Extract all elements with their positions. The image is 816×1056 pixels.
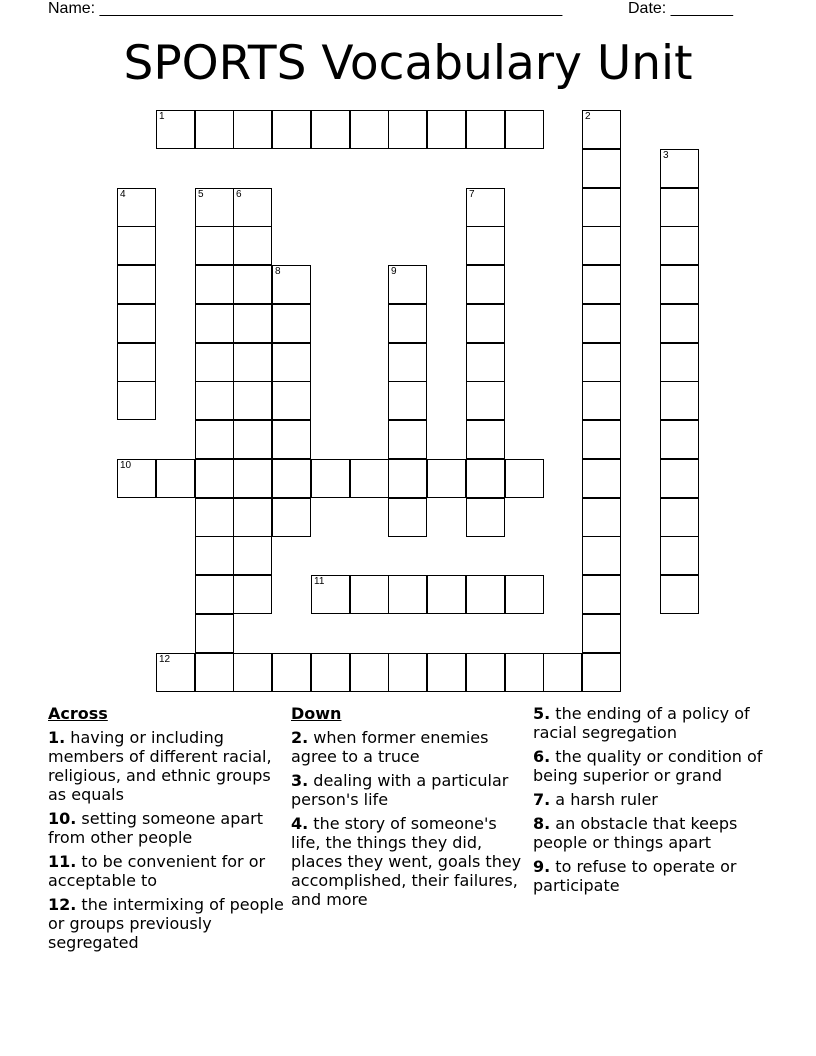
grid-cell[interactable] — [117, 265, 156, 304]
clue-number: 10 — [120, 460, 132, 471]
grid-cell[interactable] — [195, 498, 234, 537]
clue-text: a harsh ruler — [550, 790, 658, 809]
grid-cell[interactable] — [195, 459, 234, 498]
clue-number: 12 — [159, 654, 171, 665]
grid-cell[interactable] — [582, 343, 621, 382]
clue-number-label: 6. — [533, 747, 551, 766]
clue-number: 6 — [236, 189, 242, 200]
grid-cell[interactable] — [233, 653, 272, 692]
grid-cell[interactable] — [388, 459, 427, 498]
grid-cell[interactable] — [466, 653, 505, 692]
grid-cell[interactable] — [233, 188, 272, 227]
clue-text: the quality or condition of being superior or grand — [533, 747, 763, 785]
clue-item — [291, 728, 527, 766]
grid-cell[interactable] — [582, 188, 621, 227]
grid-cell[interactable] — [582, 304, 621, 343]
grid-cell[interactable] — [466, 420, 505, 459]
clue-text: an obstacle that keeps people or things apart — [533, 814, 738, 852]
grid-cell[interactable] — [582, 265, 621, 304]
grid-cell[interactable] — [272, 459, 311, 498]
grid-cell[interactable] — [466, 343, 505, 382]
grid-cell[interactable] — [272, 381, 311, 420]
grid-cell[interactable] — [660, 343, 699, 382]
grid-cell[interactable] — [466, 110, 505, 149]
grid-cell[interactable] — [272, 265, 311, 304]
clue-number-label: 8. — [533, 814, 551, 833]
grid-cell[interactable] — [311, 459, 350, 498]
grid-cell[interactable] — [311, 110, 350, 149]
grid-cell[interactable] — [272, 110, 311, 149]
down-clues — [291, 704, 527, 914]
grid-cell[interactable] — [233, 343, 272, 382]
grid-cell[interactable] — [117, 343, 156, 382]
grid-cell[interactable] — [660, 575, 699, 614]
grid-cell[interactable] — [466, 265, 505, 304]
grid-cell[interactable] — [233, 304, 272, 343]
grid-cell[interactable] — [660, 226, 699, 265]
clue-text: setting someone apart from other people — [48, 809, 264, 847]
clue-item — [533, 857, 769, 895]
grid-cell[interactable] — [195, 420, 234, 459]
clue-item — [48, 852, 284, 890]
grid-cell[interactable] — [466, 226, 505, 265]
grid-cell[interactable] — [582, 149, 621, 188]
page-title: SPORTS Vocabulary Unit — [123, 36, 693, 91]
grid-cell[interactable] — [582, 653, 621, 692]
clue-text: the story of someone's life, the things they did, places they went, goals they accomplished, their failures, and more — [291, 814, 522, 909]
grid-cell[interactable] — [388, 265, 427, 304]
grid-cell[interactable] — [388, 653, 427, 692]
clue-number: 1 — [159, 111, 165, 122]
across-heading: Across — [48, 704, 108, 723]
clue-item — [291, 814, 527, 909]
grid-cell[interactable] — [311, 575, 350, 614]
grid-cell[interactable] — [233, 420, 272, 459]
grid-cell[interactable] — [195, 536, 234, 575]
clue-number: 7 — [469, 189, 475, 200]
clue-text: the ending of a policy of racial segregation — [533, 704, 750, 742]
grid-cell[interactable] — [466, 381, 505, 420]
grid-cell[interactable] — [388, 343, 427, 382]
grid-cell[interactable] — [233, 498, 272, 537]
grid-cell[interactable] — [195, 265, 234, 304]
grid-cell[interactable] — [660, 149, 699, 188]
grid-cell[interactable] — [195, 575, 234, 614]
clue-text: having or including members of different racial, religious, and ethnic groups as equals — [48, 728, 272, 804]
grid-cell[interactable] — [427, 459, 466, 498]
across-clues — [48, 704, 284, 957]
grid-cell[interactable] — [505, 575, 544, 614]
grid-cell[interactable] — [233, 536, 272, 575]
grid-cell[interactable] — [388, 575, 427, 614]
grid-cell[interactable] — [505, 110, 544, 149]
grid-cell[interactable] — [582, 536, 621, 575]
grid-cell[interactable] — [388, 420, 427, 459]
clue-number-label: 3. — [291, 771, 309, 790]
grid-cell[interactable] — [117, 304, 156, 343]
grid-cell[interactable] — [195, 188, 234, 227]
clue-text: dealing with a particular person's life — [291, 771, 509, 809]
grid-cell[interactable] — [272, 304, 311, 343]
grid-cell[interactable] — [466, 498, 505, 537]
grid-cell[interactable] — [427, 110, 466, 149]
grid-cell[interactable] — [660, 459, 699, 498]
clue-number: 11 — [314, 576, 325, 587]
clue-item — [48, 728, 284, 804]
down-heading: Down — [291, 704, 342, 723]
grid-cell[interactable] — [272, 498, 311, 537]
clue-item — [533, 814, 769, 852]
grid-cell[interactable] — [350, 575, 389, 614]
grid-cell[interactable] — [660, 304, 699, 343]
grid-cell[interactable] — [350, 110, 389, 149]
clue-number-label: 9. — [533, 857, 551, 876]
grid-cell[interactable] — [582, 459, 621, 498]
clue-number-label: 12. — [48, 895, 77, 914]
grid-cell[interactable] — [388, 381, 427, 420]
grid-cell[interactable] — [195, 110, 234, 149]
clue-item — [48, 895, 284, 952]
grid-cell[interactable] — [195, 381, 234, 420]
grid-cell[interactable] — [156, 459, 195, 498]
grid-cell[interactable] — [388, 498, 427, 537]
grid-cell[interactable] — [505, 459, 544, 498]
grid-cell[interactable] — [660, 536, 699, 575]
grid-cell[interactable] — [233, 381, 272, 420]
clue-number: 5 — [198, 189, 204, 200]
grid-cell[interactable] — [350, 459, 389, 498]
grid-cell[interactable] — [582, 110, 621, 149]
grid-cell[interactable] — [233, 265, 272, 304]
grid-cell[interactable] — [660, 381, 699, 420]
grid-cell[interactable] — [233, 110, 272, 149]
clue-number-label: 5. — [533, 704, 551, 723]
clue-text: to refuse to operate or participate — [533, 857, 737, 895]
clue-number-label: 10. — [48, 809, 77, 828]
grid-cell[interactable] — [117, 188, 156, 227]
clue-item — [533, 747, 769, 785]
grid-cell[interactable] — [582, 226, 621, 265]
grid-cell[interactable] — [195, 304, 234, 343]
grid-cell[interactable] — [195, 653, 234, 692]
clue-number-label: 2. — [291, 728, 309, 747]
grid-cell[interactable] — [117, 381, 156, 420]
name-field-label: Name: ____________________________________________________ — [48, 0, 563, 17]
clue-number-label: 11. — [48, 852, 77, 871]
grid-cell[interactable] — [117, 459, 156, 498]
grid-cell[interactable] — [660, 420, 699, 459]
grid-cell[interactable] — [582, 420, 621, 459]
grid-cell[interactable] — [427, 575, 466, 614]
down-clues-continued — [533, 704, 769, 900]
clue-text: to be convenient for or acceptable to — [48, 852, 266, 890]
grid-cell[interactable] — [272, 343, 311, 382]
clue-number-label: 7. — [533, 790, 551, 809]
grid-cell[interactable] — [582, 575, 621, 614]
grid-cell[interactable] — [388, 304, 427, 343]
grid-cell[interactable] — [582, 381, 621, 420]
grid-cell[interactable] — [660, 188, 699, 227]
grid-cell[interactable] — [195, 226, 234, 265]
grid-cell[interactable] — [233, 575, 272, 614]
grid-cell[interactable] — [350, 653, 389, 692]
grid-cell[interactable] — [582, 614, 621, 653]
clue-number-label: 1. — [48, 728, 66, 747]
grid-cell[interactable] — [427, 653, 466, 692]
clue-text: the intermixing of people or groups previously segregated — [48, 895, 284, 952]
grid-cell[interactable] — [660, 265, 699, 304]
grid-cell[interactable] — [505, 653, 544, 692]
clue-item — [291, 771, 527, 809]
date-field-label: Date: _______ — [628, 0, 733, 17]
clue-number: 2 — [585, 111, 591, 122]
clue-text: when former enemies agree to a truce — [291, 728, 489, 766]
grid-cell[interactable] — [466, 459, 505, 498]
clue-item — [533, 704, 769, 742]
grid-cell[interactable] — [195, 343, 234, 382]
grid-cell[interactable] — [117, 226, 156, 265]
grid-cell[interactable] — [272, 653, 311, 692]
grid-cell[interactable] — [195, 614, 234, 653]
clue-number: 8 — [275, 266, 281, 277]
clue-number: 4 — [120, 189, 126, 200]
grid-cell[interactable] — [582, 498, 621, 537]
clue-number: 9 — [391, 266, 397, 277]
grid-cell[interactable] — [543, 653, 582, 692]
grid-cell[interactable] — [156, 653, 195, 692]
grid-cell[interactable] — [311, 653, 350, 692]
clue-number: 3 — [663, 150, 669, 161]
grid-cell[interactable] — [388, 110, 427, 149]
grid-cell[interactable] — [466, 575, 505, 614]
grid-cell[interactable] — [660, 498, 699, 537]
clue-number-label: 4. — [291, 814, 309, 833]
grid-cell[interactable] — [156, 110, 195, 149]
grid-cell[interactable] — [466, 304, 505, 343]
clue-item — [533, 790, 769, 809]
grid-cell[interactable] — [466, 188, 505, 227]
grid-cell[interactable] — [233, 459, 272, 498]
grid-cell[interactable] — [233, 226, 272, 265]
grid-cell[interactable] — [272, 420, 311, 459]
clue-item — [48, 809, 284, 847]
